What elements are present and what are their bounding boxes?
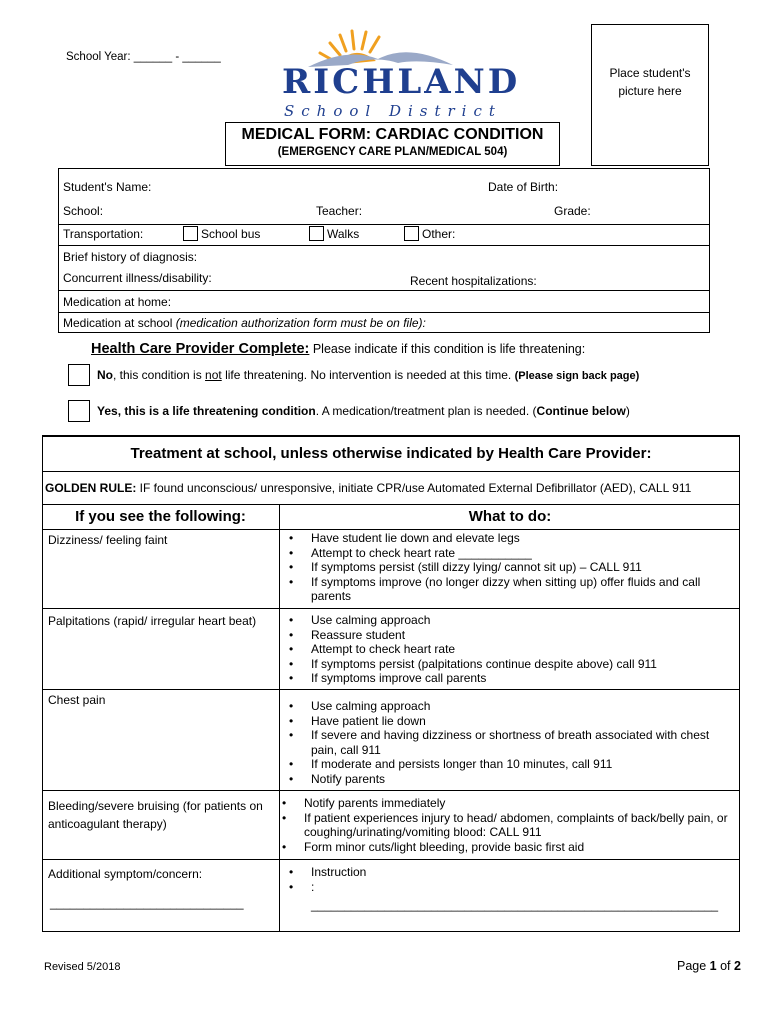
grade-label: Grade: bbox=[554, 204, 591, 218]
not-life-threatening-checkbox[interactable] bbox=[68, 364, 90, 386]
symptom-additional-line[interactable]: _____________________________ bbox=[50, 896, 244, 910]
list-item: • Have student lie down and elevate legs bbox=[287, 531, 737, 546]
list-item: • Use calming approach bbox=[287, 613, 737, 628]
other-label: Other: bbox=[422, 227, 456, 241]
other-checkbox[interactable] bbox=[404, 226, 419, 241]
list-item: • Use calming approach bbox=[287, 699, 737, 714]
page-subtitle: (EMERGENCY CARE PLAN/MEDICAL 504) bbox=[277, 146, 508, 158]
school-label: School: bbox=[63, 204, 104, 218]
divider bbox=[42, 504, 740, 505]
photo-box bbox=[591, 24, 709, 166]
divider bbox=[59, 224, 709, 225]
actions-bleeding bbox=[280, 796, 736, 854]
list-item: • Form minor cuts/light bleeding, provide basic first aid bbox=[280, 840, 736, 855]
school-bus-checkbox[interactable] bbox=[183, 226, 198, 241]
treatment-heading: Treatment at school, unless otherwise indicated by Health Care Provider: bbox=[130, 445, 652, 462]
symptom-additional: Additional symptom/concern: bbox=[48, 867, 203, 881]
logo-wordmark: RICHLAND bbox=[282, 62, 521, 102]
transport-label: Transportation: bbox=[63, 227, 144, 241]
col-header-symptoms: If you see the following: bbox=[75, 508, 246, 525]
provider-heading: Health Care Provider Complete: Please indicate if this condition is life threatening: bbox=[91, 341, 586, 357]
divider bbox=[59, 290, 709, 291]
divider bbox=[42, 471, 740, 472]
form-title-box bbox=[225, 122, 560, 166]
logo-subtitle: School District bbox=[284, 102, 502, 120]
list-item: • : bbox=[287, 880, 737, 895]
divider bbox=[59, 245, 709, 246]
divider bbox=[42, 790, 740, 791]
list-item: • If moderate and persists longer than 10 minutes, call 911 bbox=[287, 757, 737, 772]
list-item: • Reassure student bbox=[287, 628, 737, 643]
symptom-chest-pain: Chest pain bbox=[48, 693, 106, 707]
page-title: MEDICAL FORM: CARDIAC CONDITION bbox=[241, 126, 544, 143]
dob-label: Date of Birth: bbox=[488, 180, 559, 194]
list-item: • Notify parents immediately bbox=[280, 796, 736, 811]
list-item: • Instruction bbox=[287, 865, 737, 880]
school-year-field[interactable]: School Year: ______ - ______ bbox=[66, 51, 221, 63]
list-item: • If symptoms improve (no longer dizzy when sitting up) offer fluids and call parents bbox=[287, 575, 737, 604]
walks-label: Walks bbox=[327, 227, 360, 241]
life-threatening-checkbox[interactable] bbox=[68, 400, 90, 422]
divider bbox=[42, 608, 740, 609]
med-home-label: Medication at home: bbox=[63, 295, 172, 309]
divider bbox=[42, 859, 740, 860]
actions-additional bbox=[287, 865, 737, 894]
teacher-label: Teacher: bbox=[316, 204, 363, 218]
column-divider bbox=[279, 504, 280, 932]
med-school-label: Medication at school (medication authorization form must be on file): bbox=[63, 316, 426, 330]
actions-palpitations bbox=[287, 613, 737, 686]
symptom-bleeding: Bleeding/severe bruising (for patients on anticoagulant therapy) bbox=[48, 799, 263, 831]
symptom-palpitations: Palpitations (rapid/ irregular heart beat) bbox=[48, 614, 257, 628]
hospitalizations-label: Recent hospitalizations: bbox=[410, 274, 537, 288]
col-header-actions: What to do: bbox=[468, 508, 552, 525]
list-item: • If symptoms persist (still dizzy lying/ cannot sit up) – CALL 911 bbox=[287, 560, 737, 575]
list-item: • If symptoms persist (palpitations continue despite above) call 911 bbox=[287, 657, 737, 672]
divider bbox=[42, 689, 740, 690]
actions-chest-pain bbox=[287, 699, 737, 786]
illness-label: Concurrent illness/disability: bbox=[63, 271, 212, 285]
list-item: • Attempt to check heart rate ___________ bbox=[287, 546, 737, 561]
instruction-line[interactable]: _____________________________________________________________ bbox=[311, 898, 719, 912]
student-name-label: Student's Name: bbox=[63, 180, 152, 194]
revised-date: Revised 5/2018 bbox=[44, 961, 121, 973]
actions-dizziness bbox=[287, 531, 737, 604]
list-item: • If severe and having dizziness or shortness of breath associated with chest pain, call 911 bbox=[287, 728, 737, 757]
golden-rule: GOLDEN RULE: IF found unconscious/ unresponsive, initiate CPR/use Automated External Defibrillator (AED), CALL 911 bbox=[45, 481, 692, 495]
walks-checkbox[interactable] bbox=[309, 226, 324, 241]
diagnosis-label: Brief history of diagnosis: bbox=[63, 250, 198, 264]
list-item: • Have patient lie down bbox=[287, 714, 737, 729]
divider bbox=[42, 529, 740, 530]
not-life-threatening-label: No, this condition is not life threatening. No intervention is needed at this time. (Please sign back page) bbox=[97, 368, 640, 382]
symptom-dizziness: Dizziness/ feeling faint bbox=[48, 533, 168, 547]
list-item: • Notify parents bbox=[287, 772, 737, 787]
school-bus-label: School bus bbox=[201, 227, 261, 241]
list-item: • If patient experiences injury to head/ abdomen, complaints of back/belly pain, or coughing/urinating/vomiting blood: CALL 911 bbox=[280, 811, 736, 840]
list-item: • Attempt to check heart rate bbox=[287, 642, 737, 657]
page-number: Page 1 of 2 bbox=[677, 959, 741, 973]
life-threatening-label: Yes, this is a life threatening condition. A medication/treatment plan is needed. (Continue below) bbox=[97, 404, 630, 418]
list-item: • If symptoms improve call parents bbox=[287, 671, 737, 686]
divider bbox=[59, 312, 709, 313]
photo-box-label: Place student's picture here bbox=[609, 66, 691, 98]
